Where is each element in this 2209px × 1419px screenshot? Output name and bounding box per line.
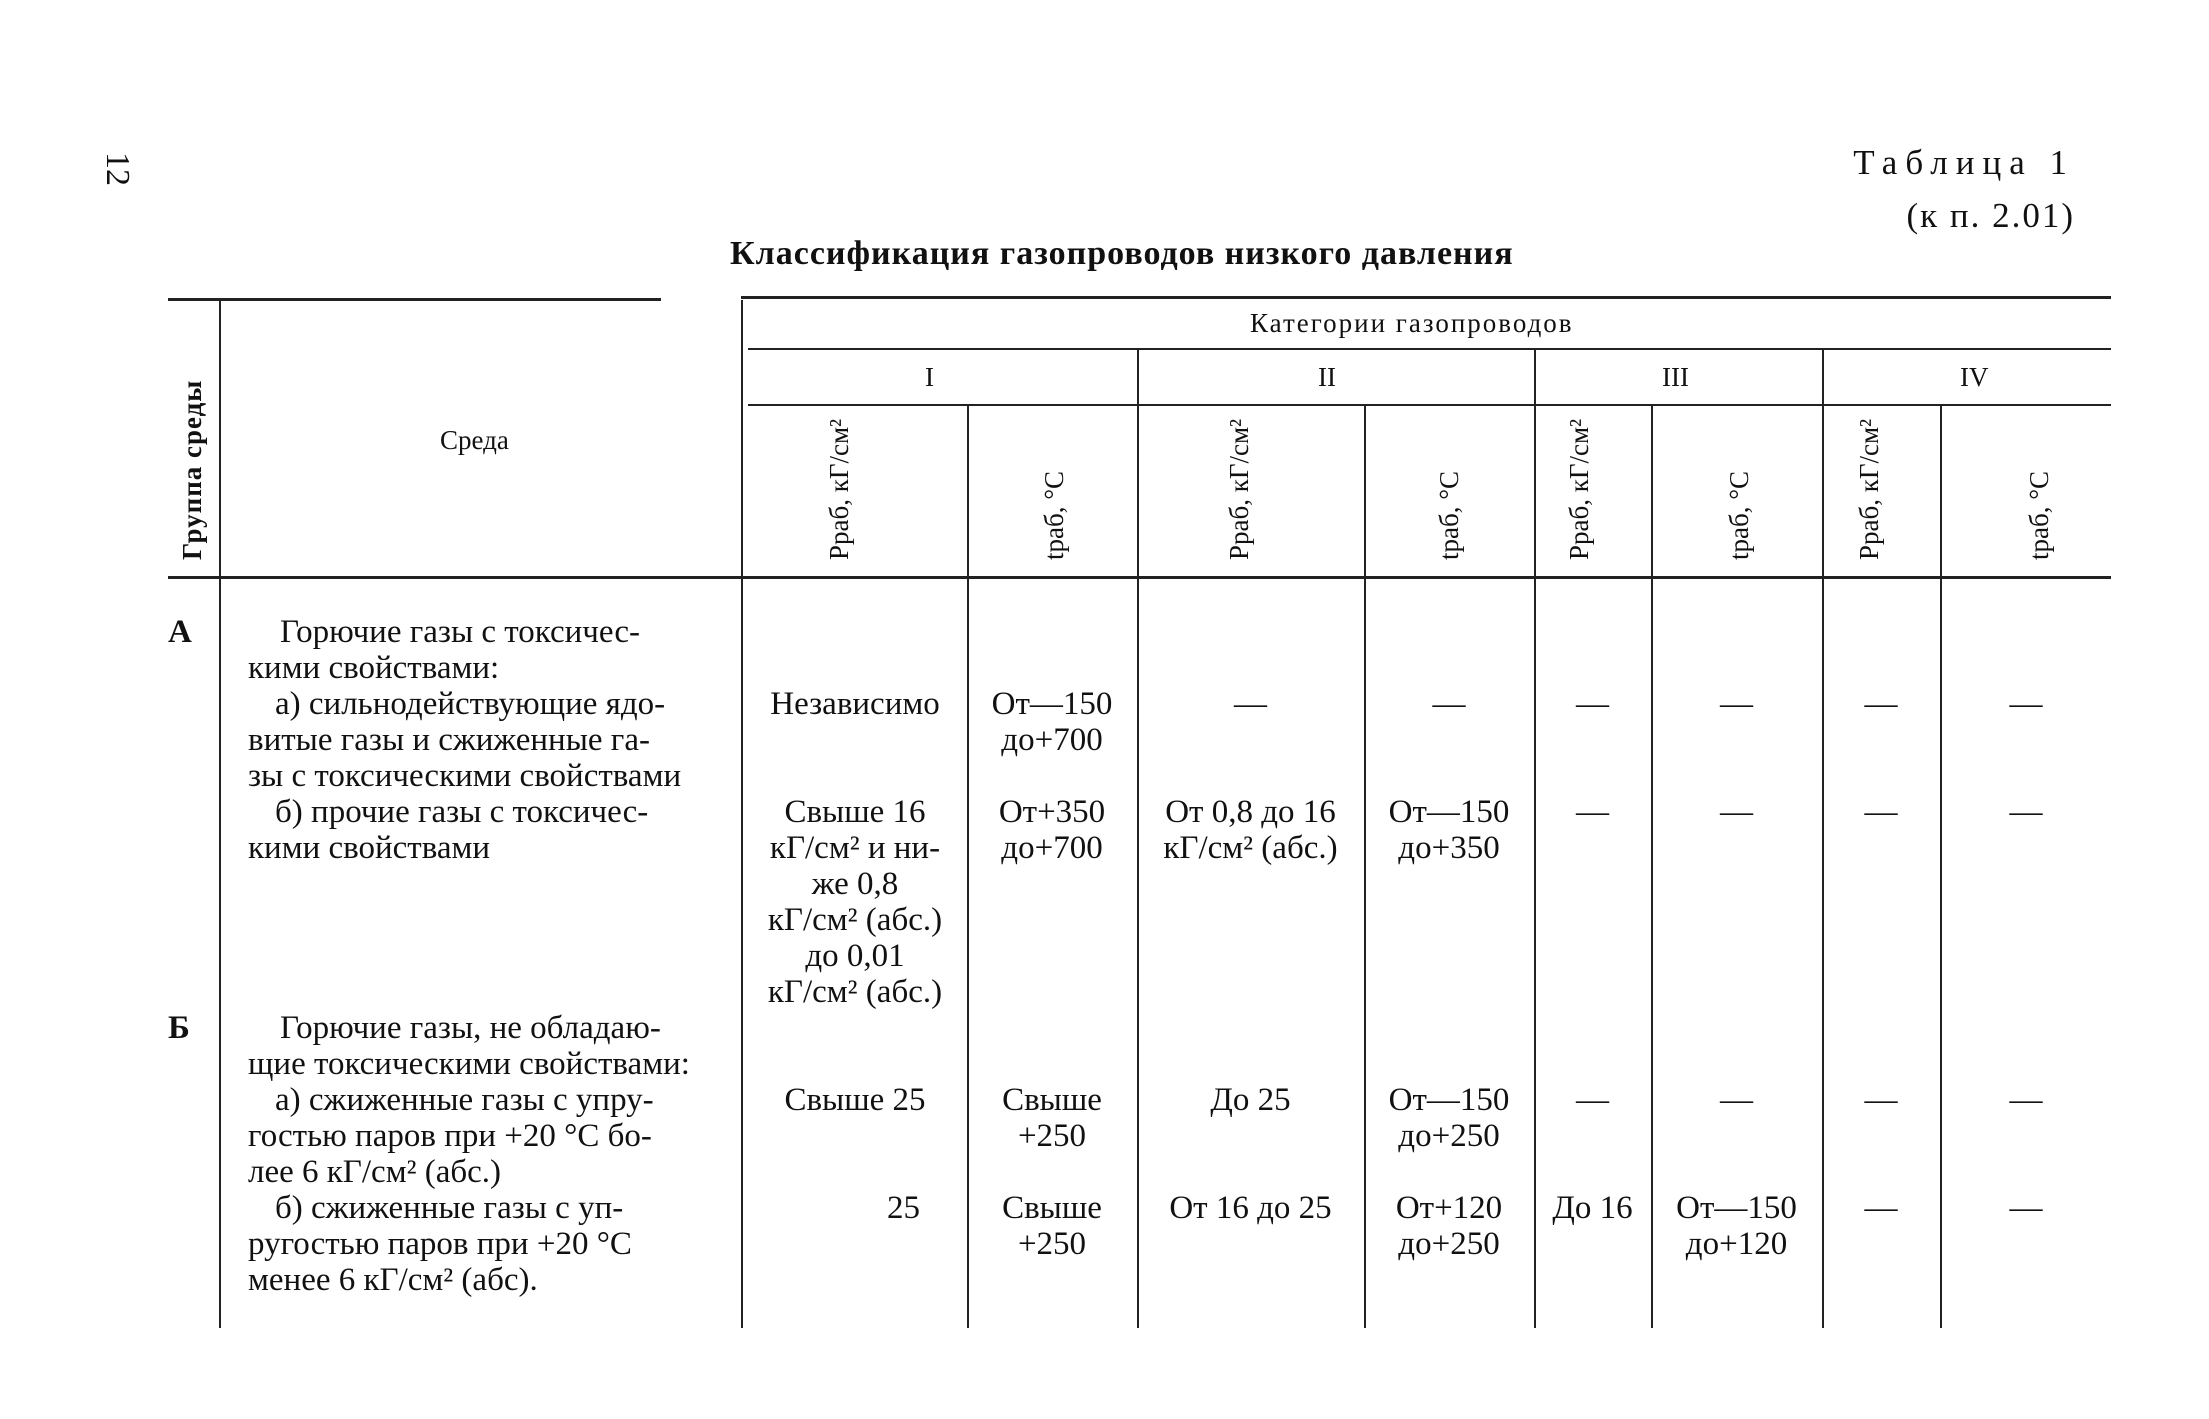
header-pressure-II: Pраб, кГ/см² bbox=[1224, 418, 1254, 560]
b-b-cat3-pressure: До 16 bbox=[1552, 1190, 1633, 1226]
table-top-rule-right bbox=[741, 296, 2111, 299]
group-b-intro-line-2: щие токсическими свойствами: bbox=[248, 1046, 690, 1082]
b-a-cat3-pressure: — bbox=[1576, 1082, 1609, 1118]
b-b-cat3-temperature bbox=[1653, 1190, 1820, 1262]
b-a-cat2-temperature bbox=[1366, 1082, 1532, 1154]
group-a-intro-line-2: кими свойствами: bbox=[248, 650, 500, 686]
b-a-cat3-temperature: — bbox=[1720, 1082, 1753, 1118]
group-a-intro-line-1: Горючие газы с токсичес- bbox=[280, 614, 640, 650]
group-b-item-a-line-1: а) сжиженные газы с упру- bbox=[275, 1082, 654, 1118]
group-b-item-a-text bbox=[248, 1082, 654, 1190]
b-a-cat2-temp-from: От—150 bbox=[1388, 1082, 1510, 1118]
a-a-cat3-pressure: — bbox=[1576, 686, 1609, 722]
group-a-item-b-line-2: кими свойствами bbox=[248, 830, 491, 866]
a-b-cat4-pressure: — bbox=[1864, 794, 1898, 830]
a-b-cat1-temperature bbox=[969, 794, 1135, 866]
group-b-item-b-line-2: ругостью паров при +20 °С bbox=[248, 1226, 632, 1262]
group-a-item-a-text bbox=[248, 686, 681, 794]
a-b-cat2-temp-from: От—150 bbox=[1388, 794, 1510, 830]
b-b-cat1-temp-line-1: Свыше bbox=[1002, 1190, 1102, 1226]
group-b-item-a-line-3: лее 6 кГ/см² (абс.) bbox=[248, 1154, 502, 1190]
b-b-cat1-temperature bbox=[969, 1190, 1135, 1262]
a-b-cat2-line-2: кГ/см² (абс.) bbox=[1163, 830, 1338, 866]
a-b-cat1-pressure bbox=[745, 794, 965, 1010]
category-III: III bbox=[1662, 362, 1689, 392]
b-b-cat2-temp-from: От+120 bbox=[1395, 1190, 1503, 1226]
b-a-cat2-temp-to: до+250 bbox=[1398, 1118, 1500, 1154]
category-II: II bbox=[1318, 362, 1336, 392]
a-a-cat1-temp-to: до+700 bbox=[1001, 722, 1103, 758]
col-divider-6 bbox=[1822, 350, 1824, 1328]
b-a-cat1-temperature bbox=[969, 1082, 1135, 1154]
group-b-item-a-line-2: гостью паров при +20 °С бо- bbox=[248, 1118, 652, 1154]
table-label: Таблица 1 bbox=[1853, 143, 2075, 182]
header-temperature-IV: tраб, °C bbox=[2024, 470, 2054, 560]
header-medium: Среда bbox=[440, 425, 509, 455]
b-b-cat1-pressure bbox=[745, 1190, 965, 1226]
a-b-cat2-temp-to: до+350 bbox=[1398, 830, 1500, 866]
group-a-item-a-line-2: витые газы и сжиженные га- bbox=[248, 722, 650, 758]
category-numbers-rule bbox=[748, 404, 2111, 406]
a-b-cat3-temperature: — bbox=[1720, 794, 1753, 830]
group-a-item-b-line-1: б) прочие газы с токсичес- bbox=[275, 794, 649, 830]
a-b-cat2-pressure bbox=[1139, 794, 1362, 866]
col-divider-medium bbox=[741, 300, 743, 1328]
b-b-cat1-pressure-value: 25 bbox=[887, 1190, 920, 1226]
a-a-cat2-temperature: — bbox=[1432, 686, 1466, 722]
a-b-cat1-line-6: кГ/см² (абс.) bbox=[767, 974, 943, 1010]
b-b-cat4-temperature: — bbox=[2009, 1190, 2043, 1226]
a-a-cat4-temperature: — bbox=[2009, 686, 2043, 722]
b-b-cat2-pressure: От 16 до 25 bbox=[1169, 1190, 1332, 1226]
a-a-cat1-temperature bbox=[969, 686, 1135, 758]
header-bottom-rule bbox=[168, 576, 2111, 579]
header-temperature-III: tраб, °C bbox=[1724, 470, 1754, 560]
category-IV: IV bbox=[1960, 362, 1989, 392]
b-b-cat3-temp-from: От—150 bbox=[1676, 1190, 1797, 1226]
table-reference: (к п. 2.01) bbox=[1906, 196, 2075, 235]
a-b-cat4-temperature: — bbox=[2009, 794, 2043, 830]
a-a-cat1-pressure: Независимо bbox=[770, 686, 940, 722]
b-a-cat1-pressure: Свыше 25 bbox=[784, 1082, 926, 1118]
a-a-cat3-temperature: — bbox=[1720, 686, 1753, 722]
a-b-cat2-line-1: От 0,8 до 16 bbox=[1165, 794, 1336, 830]
table-top-rule-left bbox=[168, 298, 661, 301]
b-b-cat4-pressure: — bbox=[1864, 1190, 1898, 1226]
group-b-item-b-line-1: б) сжиженные газы с уп- bbox=[275, 1190, 624, 1226]
a-a-cat4-pressure: — bbox=[1864, 686, 1898, 722]
group-letter-a: А bbox=[168, 614, 192, 650]
a-b-cat1-line-2: кГ/см² и ни- bbox=[769, 830, 941, 866]
group-a-item-b-text bbox=[248, 794, 648, 866]
group-b-intro bbox=[248, 1010, 690, 1082]
categories-rule bbox=[748, 348, 2111, 350]
group-letter-b: Б bbox=[168, 1010, 190, 1046]
header-pressure-III: Pраб, кГ/см² bbox=[1564, 418, 1594, 560]
a-b-cat2-temperature bbox=[1366, 794, 1532, 866]
group-a-item-a-line-3: зы с токсическими свойствами bbox=[248, 758, 682, 794]
b-a-cat4-temperature: — bbox=[2009, 1082, 2043, 1118]
header-temperature-I: tраб, °C bbox=[1039, 470, 1069, 560]
header-group: Группа среды bbox=[177, 379, 207, 560]
b-b-cat2-temperature bbox=[1366, 1190, 1532, 1262]
group-a-item-a-line-1: а) сильнодействующие ядо- bbox=[275, 686, 666, 722]
header-pressure-IV: Pраб, кГ/см² bbox=[1854, 418, 1884, 560]
a-b-cat1-temp-to: до+700 bbox=[1001, 830, 1103, 866]
b-a-cat4-pressure: — bbox=[1864, 1082, 1898, 1118]
table-title: Классификация газопроводов низкого давления bbox=[730, 235, 1514, 272]
header-categories: Категории газопроводов bbox=[1250, 308, 1574, 338]
col-divider-group bbox=[219, 300, 221, 1328]
a-b-cat1-line-5: до 0,01 bbox=[805, 938, 905, 974]
b-a-cat1-temp-line-2: +250 bbox=[1017, 1118, 1087, 1154]
a-a-cat1-temp-from: От—150 bbox=[991, 686, 1113, 722]
page-number: 12 bbox=[99, 152, 136, 186]
col-divider-4 bbox=[1534, 350, 1536, 1328]
category-I: I bbox=[925, 362, 934, 392]
a-b-cat3-pressure: — bbox=[1576, 794, 1609, 830]
group-a-intro bbox=[248, 614, 640, 686]
b-b-cat3-temp-to: до+120 bbox=[1685, 1226, 1788, 1262]
a-a-cat2-pressure: — bbox=[1234, 686, 1267, 722]
a-b-cat1-line-4: кГ/см² (абс.) bbox=[767, 902, 943, 938]
b-b-cat2-temp-to: до+250 bbox=[1398, 1226, 1500, 1262]
header-pressure-I: Pраб, кГ/см² bbox=[824, 418, 854, 560]
group-b-item-b-text bbox=[248, 1190, 632, 1298]
group-b-intro-line-1: Горючие газы, не обладаю- bbox=[280, 1010, 661, 1046]
a-b-cat1-line-3: же 0,8 bbox=[811, 866, 899, 902]
b-a-cat2-pressure: До 25 bbox=[1210, 1082, 1291, 1118]
a-b-cat1-line-1: Свыше 16 bbox=[784, 794, 926, 830]
group-b-item-b-line-3: менее 6 кГ/см² (абс). bbox=[248, 1262, 538, 1298]
b-b-cat1-temp-line-2: +250 bbox=[1017, 1226, 1087, 1262]
a-b-cat1-temp-from: От+350 bbox=[998, 794, 1106, 830]
b-a-cat1-temp-line-1: Свыше bbox=[1002, 1082, 1102, 1118]
header-temperature-II: tраб, °C bbox=[1434, 470, 1464, 560]
